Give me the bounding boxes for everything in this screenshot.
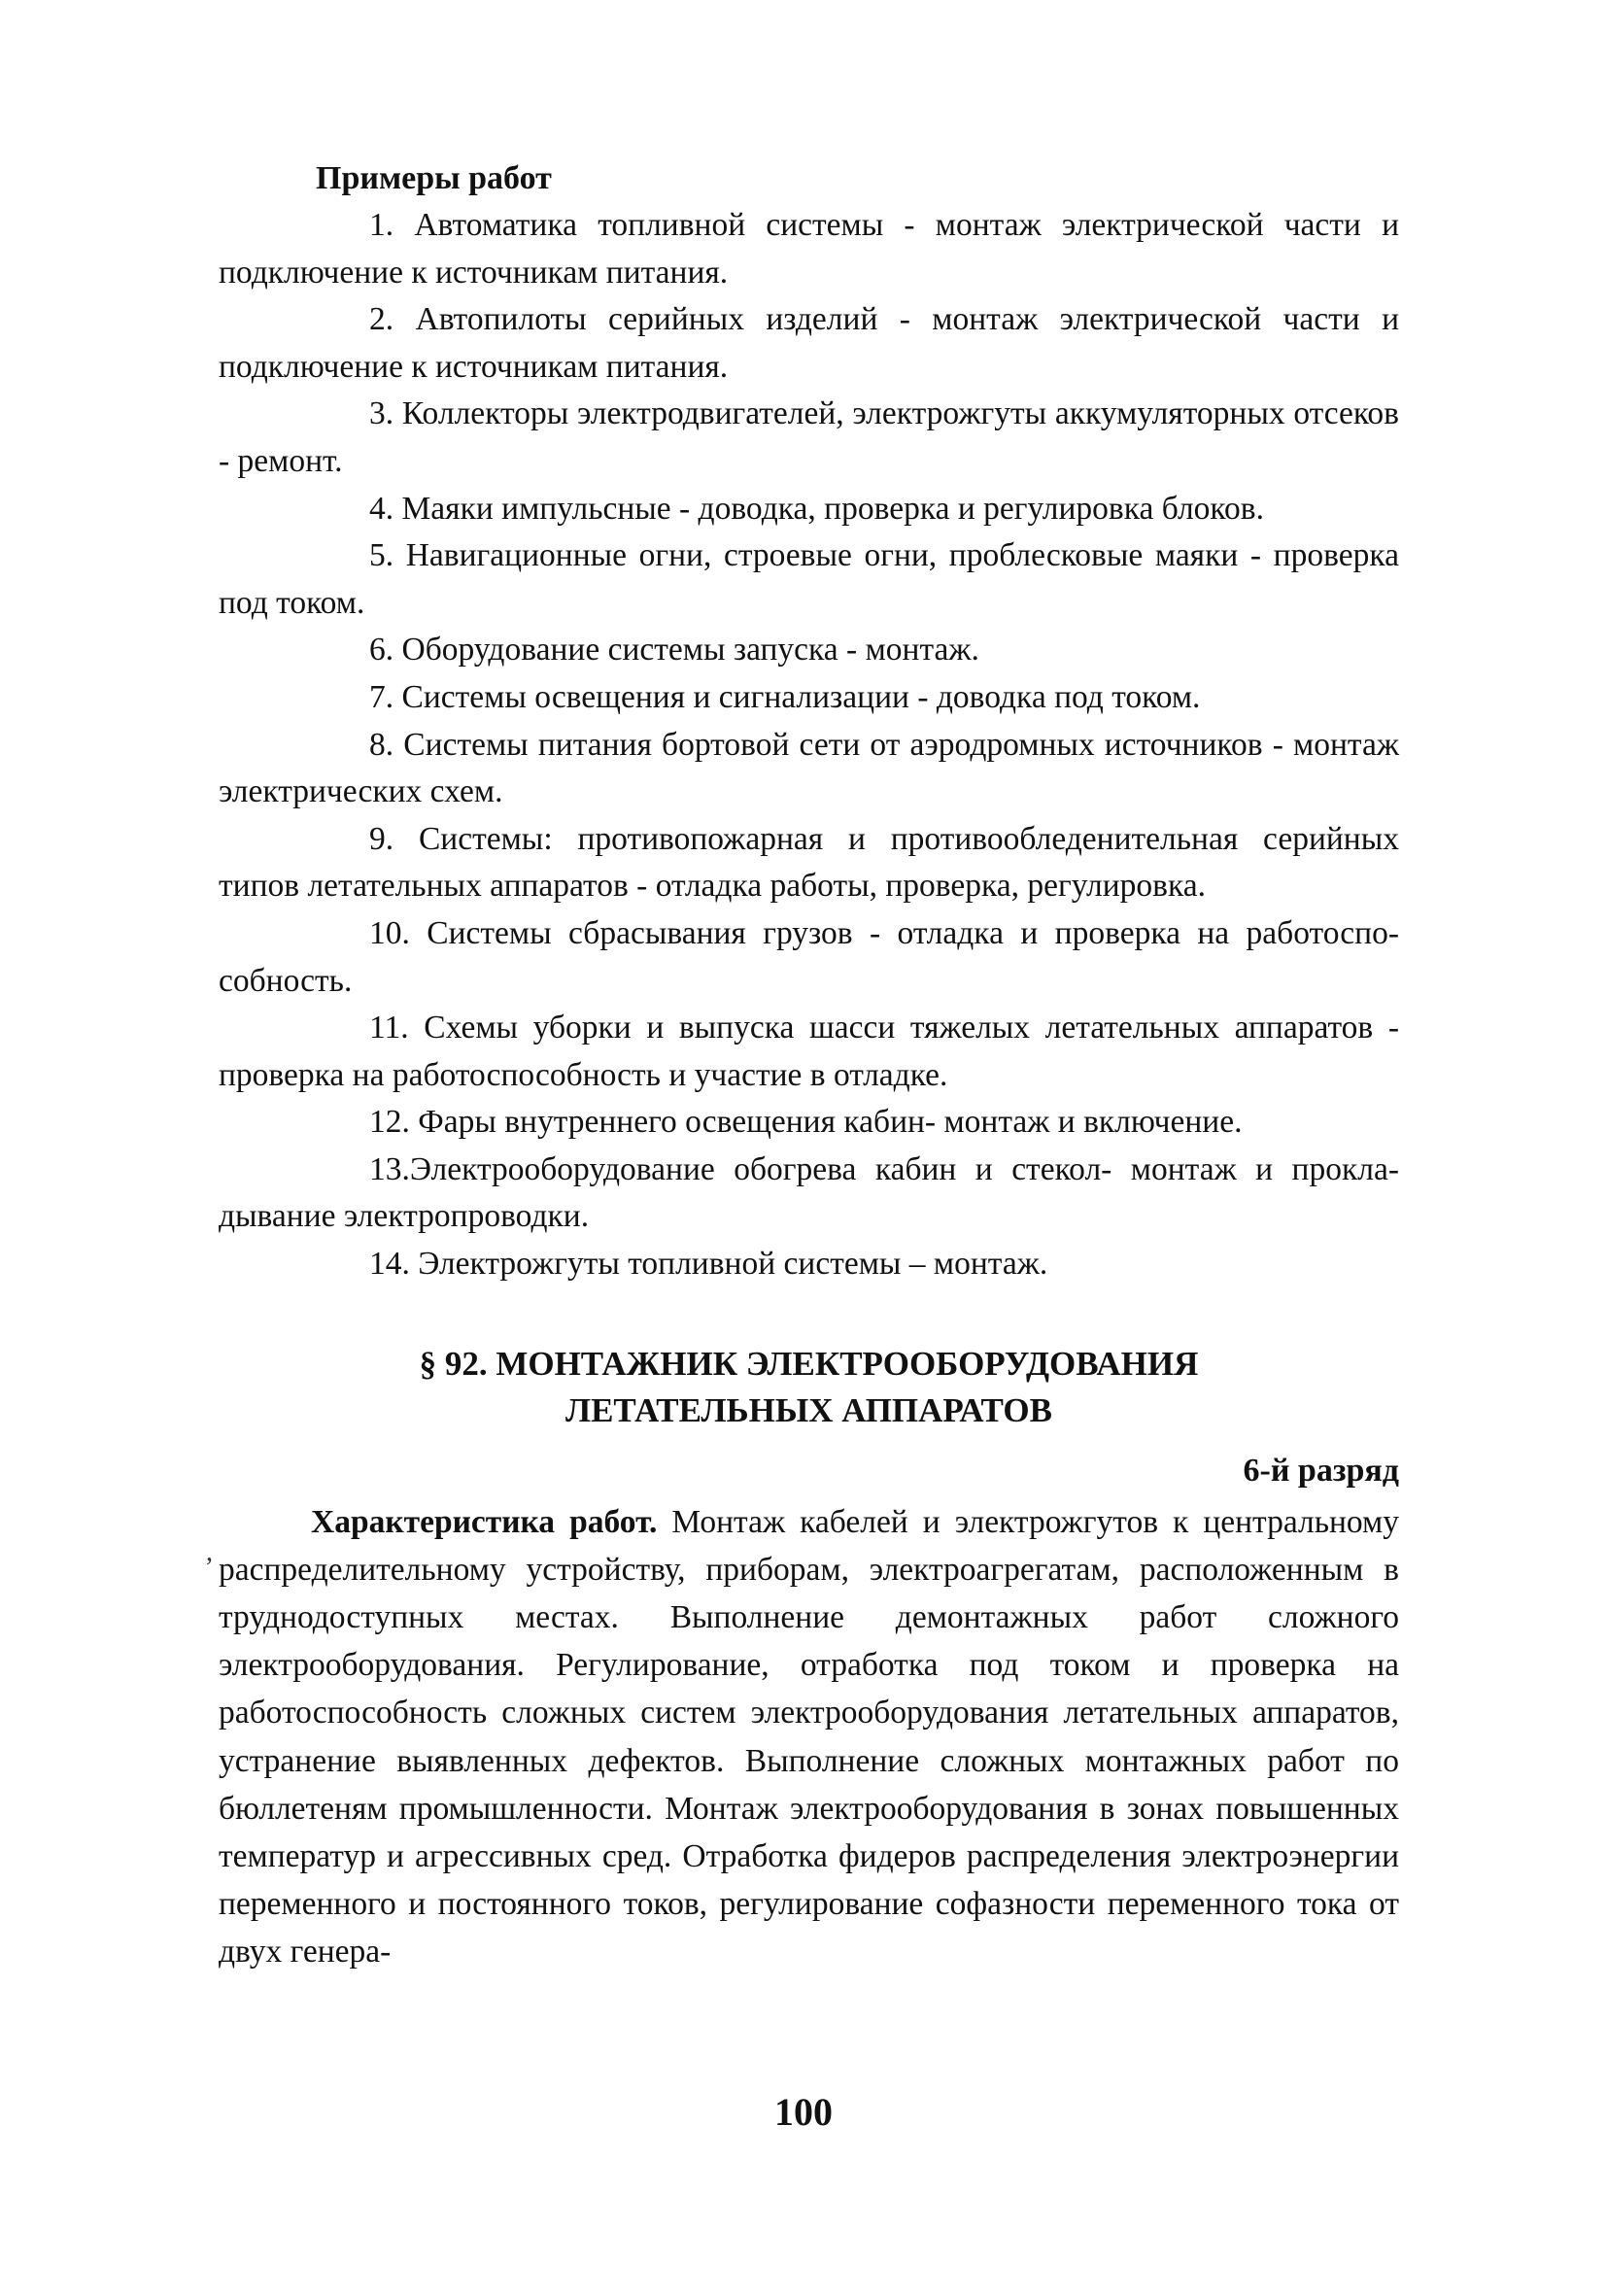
example-item-13: 13.Электрооборудование обогрева кабин и стекол- монтаж и прокладывание электропроводки. bbox=[219, 1150, 1399, 1235]
example-item-4: 4. Маяки импульсные - доводка, проверка и регулировка блоков. bbox=[369, 490, 1264, 527]
example-item-11: 11. Схемы уборки и выпуска шасси тяжелых летательных аппаратов - проверка на работоспособность и участие в отладке. bbox=[219, 1010, 1399, 1093]
example-item-14: 14. Электрожгуты топливной системы – монтаж. bbox=[369, 1246, 1048, 1283]
example-item-6: 6. Оборудование системы запуска - монтаж. bbox=[369, 632, 979, 668]
section-title bbox=[219, 1341, 1399, 1434]
grade-label: 6-й разряд bbox=[1243, 1452, 1399, 1489]
example-item-5: 5. Навигационные огни, строевые огни, проблесковые маяки - проверка под током. bbox=[219, 537, 1399, 621]
examples-heading: Примеры работ bbox=[316, 160, 552, 196]
characteristic-paragraph bbox=[219, 1498, 1399, 1976]
section-title-line-1: § 92. МОНТАЖНИК ЭЛЕКТРООБОРУДОВАНИЯ bbox=[419, 1344, 1199, 1383]
example-item-1: 1. Автоматика топливной системы - монтаж электрической части и подключение к источникам питания. bbox=[219, 207, 1399, 291]
page-number: 100 bbox=[774, 2090, 833, 2134]
example-item-3: 3. Коллекторы электродвигателей, электрожгуты аккумуляторных отсеков - ремонт. bbox=[219, 395, 1399, 479]
page-body bbox=[219, 155, 1399, 1976]
example-item-10: 10. Системы сбрасывания грузов - отладка и проверка на работоспособность. bbox=[219, 914, 1399, 999]
characteristic-text: Монтаж кабелей и электрожгутов к центральному распределительному устройству, приборам, электроагрегатам, расположенным в труднодоступных местах. Выполнение демонтажных работ сложного электрооборудования. Регулирование, отработка под током и проверка на работоспособность сложных систем электрооборудования летательных аппаратов, устранение выявленных дефектов. Выполнение сложных монтажных работ по бюллетеням промышленности. Монтаж электрооборудования в зонах повышенных температур и агрессивных сред. Отработка фидеров распределения электроэнергии переменного и постоянного токов, регулирование софазности переменного тока от двух генера- bbox=[219, 1503, 1399, 1970]
examples-list bbox=[219, 202, 1399, 1288]
section-title-line-2: ЛЕТАТЕЛЬНЫХ АППАРАТОВ bbox=[565, 1390, 1052, 1429]
example-item-2: 2. Автопилоты серийных изделий - монтаж электрической части и подключение к источникам питания. bbox=[219, 301, 1399, 385]
scan-mark: , bbox=[206, 1537, 213, 1567]
example-item-8: 8. Системы питания бортовой сети от аэродромных источников - монтаж электрических схем. bbox=[219, 726, 1399, 810]
characteristic-label: Характеристика работ. bbox=[311, 1503, 658, 1540]
example-item-7: 7. Системы освещения и сигнализации - доводка под током. bbox=[369, 678, 1201, 715]
example-item-12: 12. Фары внутреннего освещения кабин- монтаж и включение. bbox=[369, 1104, 1243, 1141]
example-item-9: 9. Системы: противопожарная и противообледенительная серийных типов летательных аппаратов - отладка работы, проверка, регулировка. bbox=[219, 820, 1399, 905]
